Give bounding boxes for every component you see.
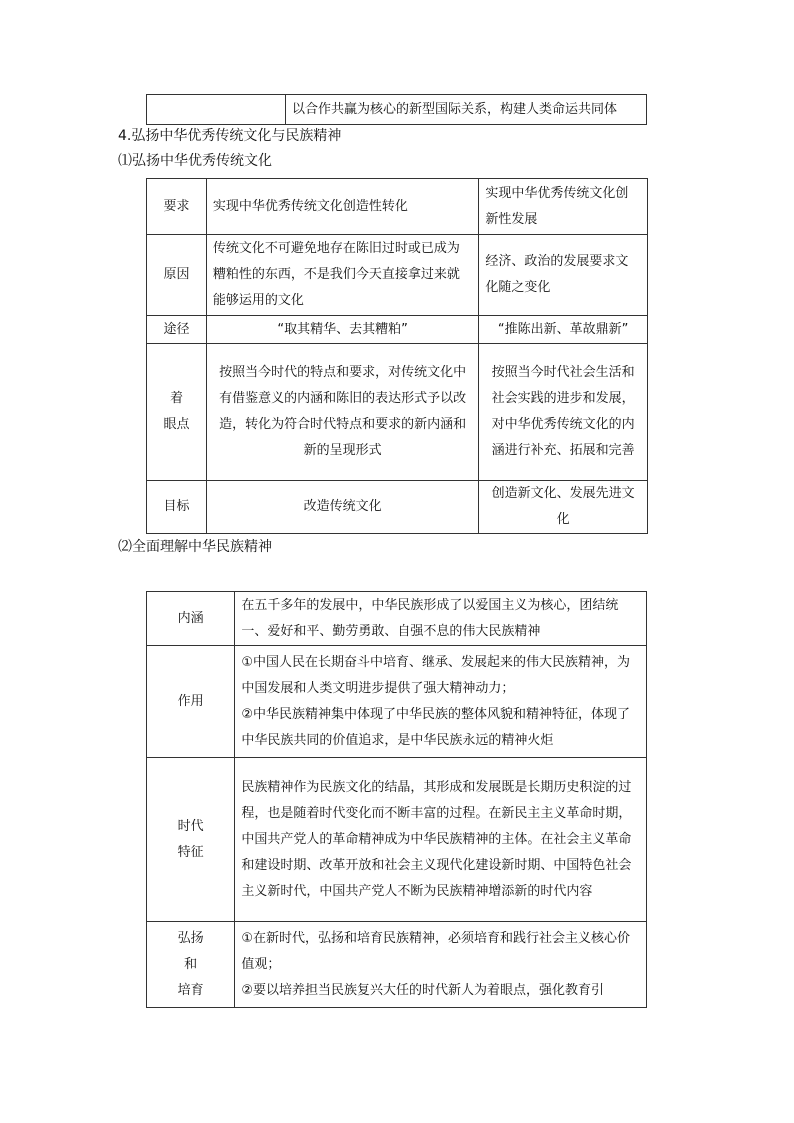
promote-line2: 和 (184, 956, 198, 972)
table-row (147, 592, 647, 646)
function-point-1: ①中国人民在长期奋斗中培育、继承、发展起来的伟大民族精神，为中国发展和人类文明进步提供了强大精神动力； (241, 654, 631, 696)
era-feature-line1: 时代 (177, 818, 204, 834)
era-feature-line2: 特征 (177, 844, 204, 860)
promote-line1: 弘扬 (177, 930, 204, 946)
promote-point-1: ①在新时代，弘扬和培育民族精神，必须培育和践行社会主义核心价值观； (241, 930, 631, 972)
table-row (147, 95, 647, 125)
table-row (147, 922, 647, 1008)
header-col1: 实现中华优秀传统文化创造性转化 (206, 179, 478, 235)
row-label-requirement: 要求 (147, 179, 207, 235)
row-label-focus (147, 344, 207, 481)
focus-col1: 按照当今时代的特点和要求，对传统文化中有借鉴意义的内涵和陈旧的表达形式予以改造，转化为符合时代特点和要求的新内涵和新的呈现形式 (206, 344, 478, 481)
function-point-2: ②中华民族精神集中体现了中华民族的整体风貌和精神特征，体现了中华民族共同的价值追求，是中华民族永远的精神火炬 (241, 706, 631, 748)
traditional-culture-table (146, 178, 648, 534)
row-label-focus-line1: 着 (169, 391, 183, 406)
subsection-2-title: ⑵全面理解中华民族精神 (118, 539, 272, 555)
reason-col1: 传统文化不可避免地存在陈旧过时或已成为糟粕性的东西，不是我们今天直接拿过来就能够运用的文化 (206, 235, 478, 316)
connotation-content: 在五千多年的发展中，中华民族形成了以爱国主义为核心，团结统一、爱好和平、勤劳勇敢、自强不息的伟大民族精神 (235, 592, 647, 646)
focus-col2: 按照当今时代社会生活和社会实践的进步和发展，对中华优秀传统文化的内涵进行补充、拓展和完善 (479, 344, 648, 481)
table-row (147, 316, 648, 344)
table-row (147, 646, 647, 758)
row-label-reason: 原因 (147, 235, 207, 316)
row-label-promote (147, 922, 235, 1008)
promote-line3: 培育 (177, 982, 204, 998)
section-4-title: 4.弘扬中华优秀传统文化与民族精神 (118, 128, 342, 144)
goal-col1: 改造传统文化 (206, 481, 478, 534)
table-row (147, 179, 648, 235)
subsection-1-title: ⑴弘扬中华优秀传统文化 (118, 153, 272, 169)
row-label-goal: 目标 (147, 481, 207, 534)
top-table-right-cell: 以合作共赢为核心的新型国际关系，构建人类命运共同体 (286, 95, 647, 125)
row-label-function: 作用 (147, 646, 235, 758)
promote-content (235, 922, 647, 1008)
goal-col2: 创造新文化、发展先进文化 (479, 481, 648, 534)
header-col2: 实现中华优秀传统文化创新性发展 (479, 179, 648, 235)
table-row (147, 758, 647, 922)
table-row (147, 235, 648, 316)
path-col1: “取其精华、去其糟粕” (206, 316, 478, 344)
promote-point-2: ②要以培养担当民族复兴大任的时代新人为着眼点，强化教育引 (241, 982, 605, 998)
row-label-path: 途径 (147, 316, 207, 344)
table-row (147, 344, 648, 481)
reason-col2: 经济、政治的发展要求文化随之变化 (479, 235, 648, 316)
row-label-connotation: 内涵 (147, 592, 235, 646)
row-label-era-feature (147, 758, 235, 922)
top-table-left-cell (147, 95, 286, 125)
top-table (146, 94, 647, 125)
path-col2: “推陈出新、革故鼎新” (479, 316, 648, 344)
national-spirit-table (146, 591, 647, 1008)
era-feature-content: 民族精神作为民族文化的结晶，其形成和发展既是长期历史积淀的过程，也是随着时代变化而不断丰富的过程。在新民主主义革命时期，中国共产党人的革命精神成为中华民族精神的主体。在社会主义革命和建设时期、改革开放和社会主义现代化建设新时期、中国特色社会主义新时代，中国共产党人不断为民族精神增添新的时代内容 (235, 758, 647, 922)
function-content (235, 646, 647, 758)
table-row (147, 481, 648, 534)
row-label-focus-line2: 眼点 (163, 417, 190, 432)
